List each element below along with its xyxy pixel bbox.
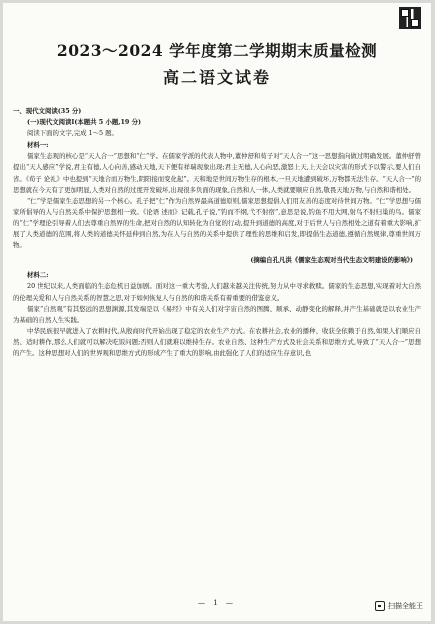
section-heading: 一、现代文阅读(35 分): [13, 107, 82, 115]
material2-paragraph: 20 世纪以来,人类面临的生态危机日益加剧。面对这一重大考验,人们越来越关注传统,努力从中寻求救赎。儒家的生态思想,实现着对大自然的伦理关爱和人与自然关系的智慧之思,对于如何恢复人与自然的和谐关系有着重要的借鉴意义。: [13, 282, 421, 302]
sub-heading: (一)现代文阅读Ⅰ(本题共 5 小题,19 分): [27, 118, 142, 127]
scanner-logo-icon: [375, 601, 385, 611]
exam-subtitle: 高二语文试卷: [162, 68, 271, 87]
page-number: — 1 —: [198, 599, 236, 607]
material1-paragraph: 儒家生态观的核心是“天人合一”思想和“仁”学。在儒家学派的代表人物中,董仲舒和荀子对“天人合一”这一思想指向做过明确发展。董仲舒曾提出“天人感应”学说,君主有德,人心向善,感动天地,天下便有祥瑞现象出现;君主无德,人心向恶,激怒上天,上天会以灾害的形式予以警示,要人们自省。《荀子 论礼》中也提到“天地合而万物生,阴阳接而变化起”。天和地是世间万物生存的根本,一旦天地遭到破坏,万物都无法生存。“天人合一”的思想就在今天有了更加明显,人类对自然的过度开发破坏,出现很多负面的现象,自然和人一体,人类就要顺应自然,敬畏天地万物,与自然和谐相处。: [13, 152, 421, 194]
scanner-watermark: [375, 601, 423, 611]
material1-paragraph: “仁”学是儒家生态思想的另一个核心。孔子把“仁”作为自然界最高道德原则,儒家思想提倡人们用友善的态度对待世间万物。“仁”学思想与儒家所倡导的人与自然关系中保护思想相一致。《论语 述而》记载,孔子说,“钓而不纲,弋不射宿”,意思是说,钓鱼不用大网,射鸟不射归巢的鸟。儒家的“仁”学理论引导着人们去尊重自然界的生命,把对自然的认知转化为自觉的行动,提升到道德的高度,对于后世人与自然相处之道有着重大影响,扩展了人类道德的范围,将人类的道德关怀延伸到自然,为在人与自然的关系中提供了理性的思维和启发,即提倡生态道德,遵循自然规律,尊重世间万物。: [13, 196, 421, 250]
material2-paragraph: 儒家“自然观”有其悠远的思想渊源,其发端是以《易经》中有关人们对宇宙自然的图腾、顺承、动静变化的解释,并产生基础就是以农业生产为基础的自然人生实践。: [13, 304, 421, 324]
watermark-label: 扫描全能王: [388, 602, 423, 610]
material1-source: (摘编自孔凡洪《儒家生态观对当代生态文明建设的影响》): [250, 256, 413, 265]
instruction: 阅读下面的文字,完成 1～5 题。: [27, 129, 118, 138]
exam-title: 2023～2024 学年度第二学期期末质量检测: [56, 41, 378, 60]
qr-code-icon: [399, 7, 421, 29]
exam-body: [13, 106, 421, 359]
material2-label: 材料二:: [27, 271, 49, 280]
exam-page: [3, 3, 431, 621]
material2-paragraph: 中华民族很早就进入了农耕时代,从殷商时代开始出现了稳定的农业生产方式。在农耕社会,农业的播种、收获全依赖于自然,如果人们顺应自然、适时耕作,那么人们就可以解决吃饭问题;否则人们就难以维持生存。农业自然、这种生产方式及社会关系和思维方式,导致了“天人合一”思想的产生。这种思想对人们的世界观和思维方式的形成产生了重大的影响,由此强化了人们的适应生存意识,也: [13, 326, 421, 357]
material1-label: 材料一:: [27, 141, 49, 150]
